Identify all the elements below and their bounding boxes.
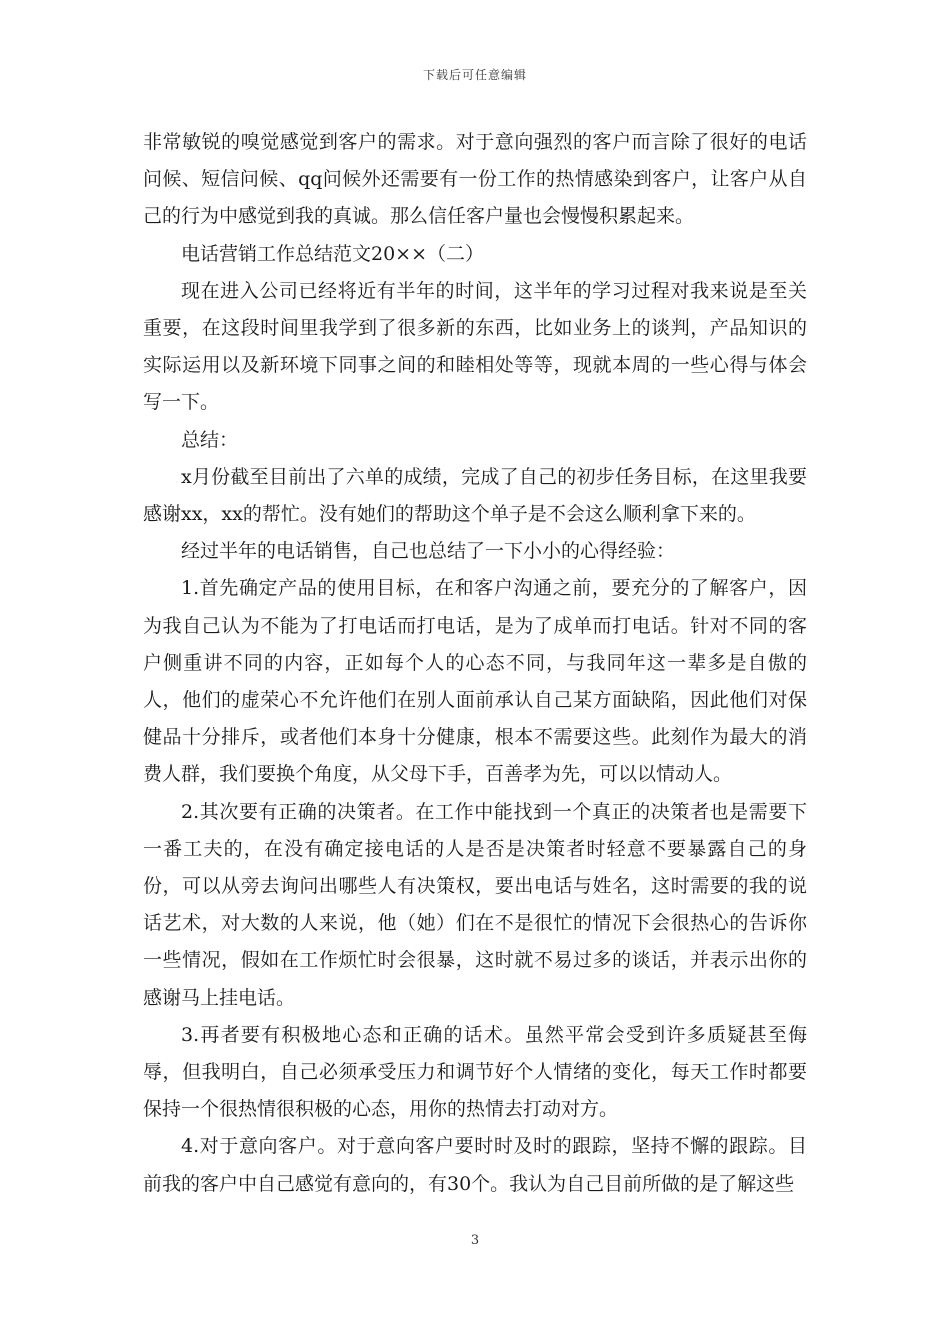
document-body: [143, 124, 807, 1203]
paragraph-intro: 现在进入公司已经将近有半年的时间，这半年的学习过程对我来说是至关重要，在这段时间里我学到了很多新的东西，比如业务上的谈判，产品知识的实际运用以及新环境下同事之间的和睦相处等等，现就本周的一些心得与体会写一下。: [143, 279, 807, 414]
list-item-2: 2.其次要有正确的决策者。在工作中能找到一个真正的决策者也是需要下一番工夫的，在没有确定接电话的人是否是决策者时轻意不要暴露自己的身份，可以从旁去询问出哪些人有决策权，要出电话与姓名，这时需要的我的说话艺术，对大数的人来说，他（她）们在不是很忙的情况下会很热心的告诉你一些情况，假如在工作烦忙时会很暴，这时就不易过多的谈话，并表示出你的感谢马上挂电话。: [143, 800, 807, 1009]
summary-label: 总结：: [181, 428, 239, 451]
section-heading: 电话营销工作总结范文20××（二）: [181, 242, 485, 265]
list-item-4: 4.对于意向客户。对于意向客户要时时及时的跟踪，坚持不懈的跟踪。目前我的客户中自己感觉有意向的，有30个。我认为自己目前所做的是了解这些: [143, 1135, 807, 1195]
list-item-1: 1.首先确定产品的使用目标，在和客户沟通之前，要充分的了解客户，因为我自己认为不能为了打电话而打电话，是为了成单而打电话。针对不同的客户侧重讲不同的内容，正如每个人的心态不同，与我同年这一辈多是自傲的人，他们的虚荣心不允许他们在别人面前承认自己某方面缺陷，因此他们对保健品十分排斥，或者他们本身十分健康，根本不需要这些。此刻作为最大的消费人群，我们要换个角度，从父母下手，百善孝为先，可以以情动人。: [143, 577, 807, 786]
page-number: 3: [470, 1233, 480, 1248]
paragraph-continuation: 非常敏锐的嗅觉感觉到客户的需求。对于意向强烈的客户而言除了很好的电话问候、短信问候、qq问候外还需要有一份工作的热情感染到客户，让客户从自己的行为中感觉到我的真诚。那么信任客户量也会慢慢积累起来。: [143, 131, 807, 228]
paragraph-results: x月份截至目前出了六单的成绩，完成了自己的初步任务目标，在这里我要感谢xx，xx的帮忙。没有她们的帮助这个单子是不会这么顺利拿下来的。: [143, 465, 807, 526]
paragraph-experience-intro: 经过半年的电话销售，自己也总结了一下小小的心得经验：: [181, 540, 676, 563]
page-header: 下载后可任意编辑: [422, 68, 527, 82]
list-item-3: 3.再者要有积极地心态和正确的话术。虽然平常会受到许多质疑甚至侮辱，但我明白，自己必须承受压力和调节好个人情绪的变化，每天工作时都要保持一个很热情很积极的心态，用你的热情去打动对方。: [143, 1023, 807, 1121]
